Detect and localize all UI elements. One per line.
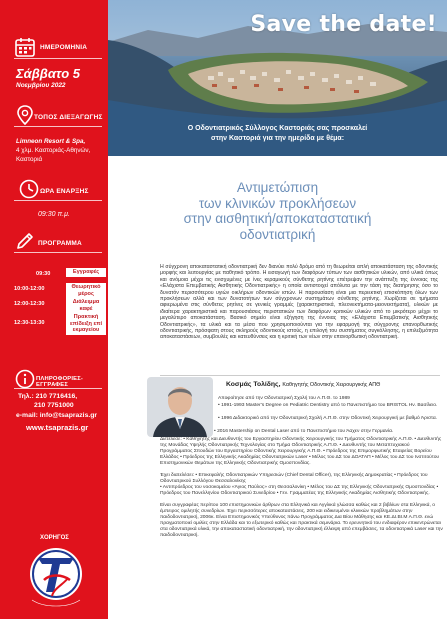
time-label: ΩΡΑ ΕΝΑΡΞΗΣ	[40, 188, 89, 195]
speaker-name	[226, 381, 380, 388]
speaker-photo	[147, 377, 213, 437]
bio-line: • 1991-1993 Master's Degree on Pediatric Dentistry από το Πανεπιστήμιο του BRISTOL Ην. Βασίλειο.	[218, 403, 438, 408]
calendar-icon	[14, 36, 36, 58]
program-item-desc: Πρακτική επίδειξη επί εκμαγείου	[66, 313, 106, 335]
save-the-date-heading: Save the date!	[250, 12, 437, 37]
program-item-desc: Διάλειμμα καφέ	[66, 298, 106, 313]
bio-paragraph: • Αντιπρόεδρος του νοσοκομείου «Άγιος Παύλος» στη Θεσσαλονίκη • Μέλος του ΔΣ της Ελληνικής Οδοντιατρικής Ομοσπονδίας • Πρόεδρος του Πανελληνίου Οδοντιατρικού Συνεδρίου • Γεν. Γραμματέας της Ελληνικής Ακαδημίας Αισθητικής Οδοντιατρικής.	[160, 485, 439, 496]
program-item-time: 09:30	[36, 271, 51, 277]
program-item-time: 12:30-13:30	[14, 320, 45, 326]
program-item-desc: Θεωρητικό μέρος	[66, 283, 106, 298]
divider	[14, 200, 102, 201]
sidebar	[0, 0, 108, 619]
phone-1: Τηλ.: 210 7716416,	[18, 393, 78, 400]
email-link[interactable]: e-mail: info@tsaprazis.gr	[16, 412, 98, 419]
location-pin-icon	[14, 104, 36, 126]
info-label: ΠΛΗΡΟΦΟΡΙΕΣ-ΕΓΓΡΑΦΕΣ	[36, 376, 84, 388]
event-date-month: Νοεμβρίου 2022	[16, 82, 66, 89]
venue-city: Καστοριά	[16, 156, 43, 163]
section-divider	[160, 375, 440, 376]
invitation-text	[108, 124, 447, 143]
program-label: ΠΡΟΓΡΑΜΜΑ	[38, 240, 82, 247]
event-date-day: Σάββατο 5	[16, 66, 81, 81]
bio-line: • 2016 Mastership on Dental Laser από το Πανεπιστήμιο του Άαχεν στην Γερμανία.	[214, 429, 394, 434]
website-link[interactable]: www.tsaprazis.gr	[26, 423, 89, 432]
sponsor-label: ΧΟΡΗΓΟΣ	[40, 535, 69, 541]
invitation-line: στην Καστοριά για την ημερίδα με θέμα:	[210, 134, 345, 142]
venue-label: ΤΟΠΟΣ ΔΙΕΞΑΓΩΓΗΣ	[34, 114, 103, 121]
date-label: ΗΜΕΡΟΜΗΝΙΑ	[40, 44, 88, 51]
program-item-time: 10:00-12:00	[14, 286, 45, 292]
info-icon	[14, 368, 36, 390]
divider	[14, 58, 102, 59]
title-line: Αντιμετώπιση	[236, 180, 319, 195]
divider	[14, 126, 102, 127]
bio-line: • 1996 Διδακτορικό από την Οδοντιατρική Σχολή Α.Π.Θ. στην Οδοντική Χειρουργική με βαθμό Άριστα.	[218, 416, 438, 421]
speaker-role: Καθηγητής Οδοντικής Χειρουργικής ΑΠΘ	[282, 382, 381, 388]
bio-paragraph: Έχει διατελέσει: • Επικεφαλής Οδοντιατρικών Υπηρεσιών (Chief Dental Officer), της Ελληνικής Δημοκρατίας • Πρόεδρος του Οδοντιατρικού Συλλόγου Θεσσαλονίκης	[160, 473, 428, 484]
program-item-desc: Εγγραφές	[66, 268, 106, 277]
event-title	[108, 180, 447, 242]
clock-icon	[18, 178, 40, 200]
title-line: των κλινικών προκλήσεων	[198, 195, 357, 211]
bio-paragraph: Διετέλεσε: • Καθηγητής και Διευθυντής του Εργαστηρίου Οδοντικής Χειρουργικής του Τμήματος Οδοντιατρικής Α.Π.Θ. • Διευθυντής της Μονάδας Υψηλής Οδοντιατρικής Τεχνολογίας στο Τμήμα Οδοντιατρικής Α.Π.Θ. • Διευθυντής του Μεταπτυχιακού Προγράμματος Σπουδών του Εργαστηρίου Οδοντικής Χειρουργικής Α.Π.Θ. • Πρόεδρος της Επιμορφωτικής Εταιρείας Βορείου Ελλάδος • Πρόεδρος της Ελληνικής Ακαδημίας Οδοντιατρικών Laser • Μέλος του ΔΣ του ΔΟΑΤΑΠ • Μέλος του ΔΣ του Ινστιτούτου Επιστημονικών Θεμάτων της Ελληνικής Οδοντιατρικής Ομοσπονδίας.	[160, 437, 442, 466]
title-line: οδοντιατρική	[239, 226, 316, 242]
abstract-text: Η σύγχρονη αποκαταστατική οδοντιατρική δεν διανύει πολύ δρόμο από τη θεωρείται απλή αποκατάσταση της οδοντικής μορφής και λειτουργίας με παθητικό τρόπο. Η εισαγωγή των διαφόρων τύπων των αισθητικών υλικών, από υλικά όπως και ανόμοια μέχρι τις ενισχυμένες με ίνες κεραμικούς σύνθετης ρητίνης επέτρεψαν την ανάπτυξη της έννοιας της «Ελάχιστα Επεμβατικής Αισθητικής Οδοντιατρικής» η οποία αντιστοιχεί απόλυτα με την τάση της διατήρησης όσο το δυνατόν περισσότερου υγιών οικλήρων οδοντικών ιστών. Η παρουσίαση είναι μια περιεκτική επισκόπηση όλων των προκλήσεων αλλά και των δυνατοτήτων των σύγχρονων συστημάτων σύνθετης ρητίνης. Χωρίζεται σε τμήματα αφιερωμένα στις σύνθετες ρητίνες σε γενικές γραμμές (χαρακτηριστικά, πλεονεκτήματα-μειονεκτήματα), υλικών με ιδιαίτερα χαρακτηριστικά και παρουσιάσεις περιστατικών των διαφόρων κριτικών υλικών από το μικρότερο μέχρι το μεγαλύτερο αποκατάσταση. Βασικό σημείο είναι εξήγηση της έννοιας της «Ελάχιστα Επεμβατικής Αισθητικής Οδοντιατρικής», τα υλικά και τα μέσα που χρησιμοποιούνται για την εφαρμογή της σύγχρονης επανορθωτικής οδοντιατρικής, πρόσφατη στους σκληρούς οδοντικούς ιστούς, η επιλογή του συστήματος συγκόλλησης, η επιλεξιμότητα αποκαταστάσεων, συμβουλές και κατευθύνσεις και η κριτική των νέων στην επανορθωτική οδοντιατρική.	[160, 264, 438, 341]
divider	[14, 252, 102, 253]
start-time: 09:30 π.μ.	[38, 211, 70, 218]
divider	[14, 388, 102, 389]
speaker-fullname: Κοσμάς Τολίδης,	[226, 381, 281, 388]
title-line: στην αισθητική/αποκαταστατική	[183, 211, 372, 226]
bio-line: Αποφοίτησε από την Οδοντιατρική Σχολή του Α.Π.Θ. το 1989	[218, 396, 350, 401]
program-item-time: 12:00-12:30	[14, 301, 45, 307]
bio-paragraph: Είναι συγγραφέας περίπου 100 επιστημονικών άρθρων στα Ελληνικά και Αγγλικά γλώσσα καθώς και 2 βιβλίων στα Ελληνικά, ο έμπειρος ομιλητής συνεδρίων. Έχει περισσότερες αποκαταστάσεις, 200 και ειδικευμένοι κλινικών προβλημάτων στην παιδοδοντιατρική, 2006κ. Είναι Επιστημονικός Υπεύθυνος πάνω Προγράμματος Δια Βίου Μάθησης και ΚΕ.ΔΙ.ΒΙ.Μ Α.Π.Θ. ενώ πραγματοποιεί ομιλίες στην Ελλάδα και το εξωτερικό καθώς και πρακτικά σεμινάρια. Το ερευνητικό του ενδιαφέρον επικεντρώνεται στα οδοντιατρικά υλικά, την αποκαταστατική οδοντιατρική, την οδοντιατρική έλλειψη από επεμβάσεις, τα οδοντιατρικά Laser και την παιδοδοντιατρική.	[160, 503, 443, 538]
pencil-icon	[14, 230, 36, 252]
sponsor-logo	[24, 544, 88, 610]
invitation-line: Ο Οδοντιατρικός Σύλλογος Καστοριάς σας προσκαλεί	[187, 125, 368, 132]
phone-2: 210 7751000	[34, 402, 74, 409]
venue-details	[16, 137, 106, 164]
venue-address: 4 χλμ. Καστοριάς-Αθηνών,	[16, 147, 91, 154]
venue-name: Limneon Resort & Spa,	[16, 138, 86, 145]
